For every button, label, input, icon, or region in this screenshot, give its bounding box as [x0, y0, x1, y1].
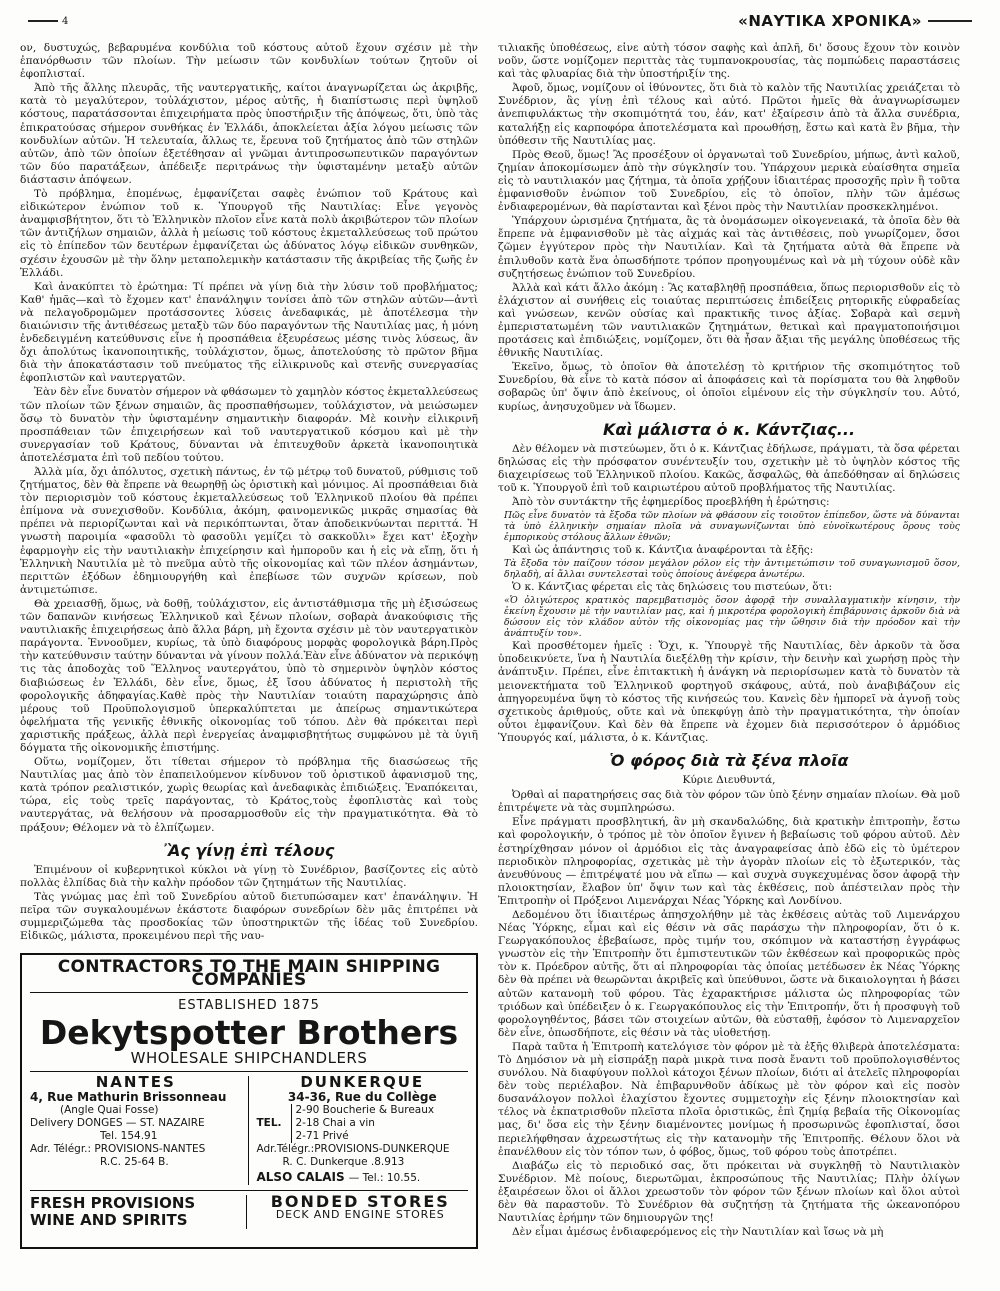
- article-paragraph: Ὁ κ. Κάντζιας φέρεται εἰς τὰς δηλώσεις του πιστεύων, ὅτι:: [512, 581, 833, 594]
- article-paragraph: Δὲν θέλομεν νὰ πιστεύωμεν, ὅτι ὁ κ. Κάντζιας ἐδήλωσε, πράγματι, τὰ ὅσα φέρεται δηλώσας εἰς τὴν πρόσφατον συνέντευξίν του, σχετικὴν μὲ τὸ ὑψηλὸν κόστος τῆς διαχειρίσεως τοῦ Ἑλληνικοῦ πλοίου. Κακῶς, ἄσφαλῶς, θὰ ἀπεδόθησαν αἱ δηλώσεις τοῦ κ. Ὑπουργοῦ ἐπὶ τοῦ καιριωτέρου αὐτοῦ προβλήματος τῆς Ναυτιλίας.: [498, 442, 960, 494]
- article-paragraph: Ἐκεῖνο, ὅμως, τὸ ὁποῖον θὰ ἀποτελέσῃ τὸ κριτήριον τῆς σκοπιμότητος τοῦ Συνεδρίου, θὰ εἶνε τὸ κατὰ πόσον αἱ ἀποφάσεις καὶ τὰ πορίσματα του θὰ ληφθοῦν σοβαρῶς ὑπ' ὄψιν ἀπὸ ἐκείνους, οἱ ὁποῖοι εἰμένουν εἰς τὴν σύγκλησίν του. Αὐτό, κυρίως, ἀνησυχοῦμεν νὰ ἴδωμεν.: [498, 361, 960, 413]
- ad-nantes: [30, 1072, 249, 1185]
- header-rule-left: [28, 20, 58, 22]
- article-paragraph: Καὶ ὡς ἀπάντησις τοῦ κ. Κάντζια ἀναφέρονται τὰ ἑξῆς:: [512, 544, 814, 557]
- ad-dunkerque: [249, 1072, 469, 1185]
- ad-locations: [30, 1072, 468, 1185]
- right-column: [498, 42, 960, 1277]
- ad-contractors-line: CONTRACTORS TO THE MAIN SHIPPING COMPANIES: [30, 961, 468, 993]
- ad-also-label: ALSO CALAIS: [256, 1169, 345, 1184]
- article-paragraph: Ἐὰν δὲν εἶνε δυνατὸν σήμερον νὰ φθάσωμεν τὸ χαμηλὸν κόστος ἐκμεταλλεύσεως τῶν πλοίων τῶν ξένων σημαιῶν, ἂς προσπαθήσωμεν, τοὐλάχιστον, νὰ μειώσωμεν ὅσῳ τὸ δυνατὸν τὴν ὑφισταμένην σημαντικὴν διαφοράν. Μὲ κοινὴν εἰλικρινῆ προσπάθειαν τῶν ἐπιχειρήσεων καὶ τοῦ ναυτεργατικοῦ κόσμου καὶ μὲ τὴν συνεργασίαν τοῦ Κράτους, δύνανται νὰ ἐπιτευχθοῦν ἀρκετὰ ἱκανοποιητικὰ ἀποτελέσματα ἐπὶ τοῦ πεδίου τούτου.: [20, 386, 478, 464]
- article-paragraph: Τὰς γνώμας μας ἐπὶ τοῦ Συνεδρίου αὐτοῦ διετυπώσαμεν κατ' ἐπανάληψιν. Ἡ πεῖρα τῶν συγκαλουμένων ἑκάστοτε διαφόρων συνεδρίων δὲν μᾶς ἐπιτρέπει νὰ συμμεριζώμεθα τὰς προσδοκίας τῶν ὑποστηρικτῶν τῆς ἰδέας τοῦ Συνεδρίου. Εἰδικῶς, μάλιστα, προκειμένου περὶ τῆς ναυ-: [20, 890, 478, 943]
- ad-tel-label: TEL.: [256, 1116, 282, 1129]
- ad-bonded-line: BONDED STORES: [270, 1191, 450, 1211]
- article-paragraph: Ἀπὸ τῆς ἄλλης πλευρᾶς, τῆς ναυτεργατικῆς, καίτοι ἀναγνωρίζεται ὡς ἀκριβῆς, κατὰ τὸ μεγαλύτερον, τοὐλάχιστον, μέρος αὐτῆς, ἡ διαπίστωσις περὶ ὑψηλοῦ κόστους, παρατάσσονται ἐπιχειρήματα πρὸς ὑποστήριξιν τῆς ἀπόψεως, ὅτι, ὑπὸ τὰς ἐπικρατούσας σήμερον συνθήκας ἐν Ἑλλάδι, ἀποκλείεται ἀξία λόγου μείωσις τῶν κονδυλίων αὐτῶν. Ἡ τελευταία, ἄλλως τε, ἔρευνα τοῦ ζητήματος ἀπὸ τῶν στηλῶν αὐτῶν, ἀπὸ τῶν ὁποίων ἐξετέθησαν αἱ γνῶμαι ἀντιπροσωπευτικῶν παραγόντων τῶν δύο παρατάξεων, ἀπέδειξε περιτράνως τὴν ὑφισταμένην μεταξὺ αὐτῶν διάστασιν ἀπόψεων.: [20, 82, 478, 186]
- article-paragraph: Οὕτω, νομίζομεν, ὅτι τίθεται σήμερον τὸ πρόβλημα τῆς διασώσεως τῆς Ναυτιλίας μας ἀπὸ τὸν ἐπαπειλούμενον κίνδυνον τοῦ ὁριστικοῦ ἀφανισμοῦ της, κατὰ τρόπον ρεαλιστικόν, χωρὶς θεωρίας καὶ ἀνεδαφικὰς ἐπιδιώξεις. Ἐναπόκειται, τώρα, εἰς τοὺς τρεῖς παράγοντας, τὸ Κράτος,τοὺς ἐφοπλιστὰς καὶ τοὺς ναυτεργάτας, νὰ θελήσουν νὰ προσαρμοσθοῦν εἰς τὴν πραγματικότητα. Θὰ τὸ πράξουν; Θέλομεν νὰ τὸ ἐλπίζωμεν.: [20, 756, 478, 834]
- ad-tel-block: [257, 1104, 469, 1143]
- page-header: [28, 10, 972, 32]
- ad-fresh-line: FRESH PROVISIONS: [30, 1193, 196, 1212]
- article-paragraph: Διαβάζω εἰς τὸ περιοδικό σας, ὅτι πρόκειται νὰ συγκληθῇ τὸ Ναυτιλιακὸν Συνέδριον. Μὲ ποίους, διερωτῶμαι, ἐκπροσώπους τῆς Ναυτιλίας; Πλὴν ὀλίγων ἐξαιρέσεων ὅλοι οἱ ἄλλοι χρεωστοῦν τὸν φόρον τῶν ξένων πλοίων καὶ ὅλοι αὐτοὶ δὲν θὰ παραστοῦν. Τὸ Συνέδριον θὰ συζητήσῃ τὰ ζητήματα τῆς ὠκεανοπόρου Ναυτιλίας ἐρήμην τῶν δημιουργῶν της!: [498, 1159, 960, 1225]
- ad-bottom-row: [30, 1190, 468, 1229]
- article-paragraph: Ἀλλὰ καὶ κάτι ἄλλο ἀκόμη : Ἂς καταβληθῇ προσπάθεια, ὅπως περιορισθοῦν εἰς τὸ ἐλάχιστον αἱ συνήθεις εἰς τοιαύτας περιπτώσεις ἐπιδείξεις ρητορικῆς εὐφραδείας καὶ γνώσεων, κενῶν οὐσίας καὶ πρακτικῆς τινος ἀξίας. Σοβαρὰ καὶ σεμνὴ ἐμπεριστατωμένη τῶν ναυτιλιακῶν ζητημάτων, θετικαὶ καὶ πραγματοποιήσιμοι προτάσεις καὶ ἐπιδιώξεις, νομίζομεν, ὅτι θὰ ἦσαν ἄξιαι τῆς μεγάλης ὑποθέσεως τῆς ἐθνικῆς Ναυτιλίας.: [498, 281, 960, 360]
- ad-telegr: Adr.Télégr.:PROVISIONS-DUNKERQUE: [256, 1142, 450, 1155]
- article-paragraph: Καὶ προσθέτομεν ἡμεῖς : Ὄχι, κ. Ὑπουργὲ τῆς Ναυτιλίας, δὲν ἀρκοῦν τὰ ὅσα ὑποδεικνύετε, ἵνα ἡ Ναυτιλία διεξέλθῃ τὴν κρίσιν, τὴν δεινὴν καὶ χωρήσῃ πρὸς τὴν ἀνάπτυξιν. Πρέπει, εἶνε ἐπιτακτικὴ ἡ ἀνάγκη νὰ περιορίσωμεν κατὰ τὸ δυνατὸν τὰ μειονεκτήματα τοῦ Ἑλληνικοῦ φορτηγοῦ σκάφους, αὐτά, ποὺ ἀναβιβάζουν εἰς ἀπηγορευμένα ὕψη τὸ κόστος τῆς κινήσεώς του. Κανεὶς δὲν ἠμπορεῖ νὰ ἀγνοῇ τοὺς σχετικοὺς ἀριθμούς, οὔτε καὶ νὰ ὑπεκφύγῃ ἀπὸ τὴν πραγματικότητα, τὴν ὁποίαν οὗτοι ἐμφανίζουν. Καὶ δὲν θὰ ἔπρεπε νὰ ἐχομεν διὰ περισσότερον ὁ ἁρμόδιος Ὑπουργός καί, μάλιστα, ὁ κ. Κάντζιας.: [498, 640, 960, 744]
- quoted-text: «Ὁ ὀλιγώτερος κρατικὸς παρεμβατισμὸς ὅσον ἀφορᾷ τὴν συναλλαγματικὴν κίνησιν, τὴν ἐκείνη ἔχουσιν μὲ τὴν ναυτιλίαν μας, καὶ ἡ μικροτέρα φορολογικὴ ἐπιβάρυνσις ἀρκοῦν διὰ νὰ δώσουν εἰς τὸν κλάδον αὐτὸν τῆς οἰκονομίας μας τὴν ὤθησιν διὰ τὴν πρόοδον καὶ τὴν ἀνάπτυξίν του».: [504, 595, 960, 640]
- ad-fresh-provisions: [30, 1195, 247, 1229]
- advertisement: [20, 953, 478, 1249]
- ad-rc: R. C. Dunkerque .8.913: [282, 1155, 405, 1168]
- article-paragraph: Καὶ ἀνακύπτει τὸ ἐρώτημα: Τί πρέπει νὰ γίνῃ διὰ τὴν λύσιν τοῦ προβλήματος; Καθ' ἡμᾶς—καὶ τὸ ἔχομεν κατ' ἐπανάληψιν τονίσει ἀπὸ τῶν στηλῶν αὐτῶν—ἀντὶ νὰ πελαγοδρομῶμεν προτάσσοντες λύσεις ἀνεδαφικάς, μὲ ἀποτέλεσμα τὴν διαιώνισιν τῆς ἀντιθέσεως μεταξὺ τῶν δύο παραγόντων τῆς Ναυτιλίας μας, ἡ μόνη ἐνδεδειγμένη κατεύθυνσις εἶνε ἡ προσπάθεια ἐξευρέσεως μέσης τινὸς λύσεως, ἂν ὄχι ἀπολύτως ἱκανοποιητικῆς, τοὐλάχιστον, ὅμως, ἀποτελούσης τὸ πρῶτον βῆμα διὰ τὴν ἀποκατάστασιν τοῦ πνεύματος τῆς εἰλικρινοῦς καὶ στενῆς συνεργασίας ἐφοπλιστῶν καὶ ναυτεργατῶν.: [20, 280, 478, 385]
- ad-company-name: Dekytspotter Brothers: [39, 1013, 459, 1053]
- letter-salutation: Κύριε Διευθυντά,: [682, 774, 776, 787]
- ad-also-calais: [257, 1171, 469, 1185]
- header-rule-right: [928, 20, 972, 22]
- quoted-text: Τὰ ἔξοδα τὸν παίζουν τόσον μεγάλον ρόλον εἰς τὴν ἀντιμετώπισιν τοῦ συναγωνισμοῦ ὅσον, δηλαδὴ, αἱ ἄλλαι συντελεσταὶ τοὺς ὁποίους ἀνέφερα ἀνωτέρω.: [504, 558, 960, 581]
- ad-tel-line: 2-71 Privé: [295, 1129, 349, 1142]
- quoted-text: Πῶς εἶνε δυνατὸν τὰ ἔξοδα τῶν πλοίων νὰ φθάσουν εἰς τοιοῦτον ἐπίπεδον, ὥστε νὰ δύνανται τὰ ὑπὸ ἑλληνικὴν σημαίαν πλοῖα νὰ συναγωνίζωνται ὑπὸ εὐνοϊκωτέρους ὅρους τοὺς ἐμπορικοὺς στόλους ἄλλων ἐθνῶν;: [504, 510, 960, 544]
- article-paragraph: Ὀρθαὶ αἱ παρατηρήσεις σας διὰ τὸν φόρον τῶν ὑπὸ ξένην σημαίαν πλοίων. Θὰ μοῦ ἐπιτρέψετε νὰ τὰς συμπληρώσω.: [498, 789, 960, 815]
- ad-delivery: Delivery DONGES — ST. NAZAIRE: [30, 1116, 205, 1129]
- article-paragraph: Δὲν εἶμαι ἀμέσως ἐνδιαφερόμενος εἰς τὴν Ναυτιλίαν καὶ ἴσως νὰ μὴ: [512, 1226, 884, 1239]
- article-paragraph: Ὑπάρχουν ὡρισμένα ζητήματα, ἂς τὰ ὀνομάσωμεν οἰκογενειακά, τὰ ὁποῖα δὲν θὰ ἔπρεπε νὰ ἐμφανισθοῦν μὲ τὰς αἰχμάς καὶ τὰς ἀντιθέσεις, ποὺ γνωρίζομεν, ὅσοι ζῶμεν ἐγγύτερον πρὸς τὴν Ναυτιλίαν. Καὶ τὰ ζητήματα αὐτὰ θὰ ἔπρεπε νὰ ἐπιλυθοῦν κατὰ ἕνα ὁπωσδήποτε τρόπον προηγουμένως καὶ νὰ μὴ τύχουν οὐδὲ κἂν συζητήσεως ἐνώπιον τοῦ Συνεδρίου.: [498, 215, 960, 280]
- article-paragraph: Παρὰ ταῦτα ἡ Ἐπιτροπὴ κατελόγισε τὸν φόρον μὲ τὰ ἑξῆς θλιβερὰ ἀποτελέσματα: Τὸ Δημόσιον νὰ μὴ εἰσπράξῃ παρὰ μικρὰ τινα ποσὰ ἔναντι τοῦ προϋπολογισθέντος συνόλου. Νὰ διαφύγουν πολλοὶ κάτοχοι ξένων πλοίων, διότι αἱ ἀτελεῖς πληροφορίαι δὲν τοὺς περιέλαβον. Νὰ ἐπιβαρυνθοῦν ἀδίκως μὲ τὸν φόρον καὶ εἰς ποσὸν δυσανάλογον πολλοὶ ἐλαχίστου ἔχοντες συμμετοχὴν εἰς ξένην πλοιοκτησίαν καὶ τέλος νὰ ἐκπατρισθοῦν πλεῖστα πλοῖα ὁριστικῶς, ἐπὶ ζημίᾳ βεβαία τῆς Οἰκονομίας μας, δι' ὅσα εἰς τὴν ξένην διαμένοντες μονίμως ἡ προσωρινῶς ἐφοπλισταί, ὅσοι περιελήφθησαν ἀχρεωστήτως εἰς τὴν κατανομὴν τῆς Ἐπιτροπῆς. Θέλουν ὅλοι νὰ ἐπανέλθουν εἰς τὸν τόπον των, ὁ φόβος, ὅμως, τοῦ φόρου τοὺς ἀποτρέπει.: [498, 1040, 960, 1158]
- ad-address: 4, Rue Mathurin Brissonneau: [30, 1089, 227, 1104]
- ad-address-detail: (Angle Quai Fosse): [60, 1103, 159, 1116]
- ad-tel-lines: [291, 1104, 435, 1143]
- ad-bonded-stores: [247, 1191, 469, 1229]
- article-paragraph: ον, δυστυχώς, βεβαρυμένα κονδύλια τοῦ κόστους αὐτοῦ ἔχουν σχέσιν μὲ τὴν ἐπανόρθωσιν τῶν πλοίων. Τὴν μείωσιν τῶν κονδυλίων τούτων ζητοῦν οἱ ἐφοπλισταί.: [20, 42, 478, 81]
- ad-deck-line: DECK AND ENGINE STORES: [275, 1207, 445, 1221]
- ad-tel-line: 2-90 Boucherie & Bureaux: [295, 1103, 435, 1116]
- ad-wine-line: WINE AND SPIRITS: [30, 1210, 188, 1229]
- ad-established: ESTABLISHED 1875: [178, 998, 320, 1014]
- publication-title: «ΝΑΥΤΙΚΑ ΧΡΟΝΙΚΑ»: [738, 12, 922, 30]
- ad-telegr: Adr. Télégr.: PROVISIONS-NANTES: [30, 1142, 206, 1155]
- left-column: [20, 42, 478, 1277]
- article-paragraph: Ἀλλὰ μία, ὄχι ἀπόλυτος, σχετικὴ πάντως, ἐν τῷ μέτρῳ τοῦ δυνατοῦ, ρύθμισις τοῦ ζητήματος, δὲν θὰ ἔπρεπε νὰ θεωρηθῇ ὡς ὁριστικὴ καὶ μόνιμος. Αἱ προσπάθειαι διὰ τὸν περιορισμὸν τοῦ κόστους ἐκμεταλλεύσεως τοῦ Ἑλληνικοῦ πλοίου θὰ πρέπει ἐπίμονα νὰ συνεχισθοῦν. Κονδύλια, ἀκόμη, φαινομενικῶς μικρᾶς σημασίας θὰ πρέπει νὰ περιορίζωνται καὶ νὰ περικόπτωνται, ὅταν ἀποδεικνύωνται περιττά. Ἡ γνωστὴ παροιμία «φασοῦλι τὸ φασοῦλι γεμίζει τὸ σακκοῦλι» ἔχει κατ' ἐξοχὴν ἐφαρμογὴν εἰς τὴν ναυτιλιακὴν ἐπιχείρησιν καὶ ἠμποροῦν και ἡ εἰς νὰ εἴπῃ, ὅτι ἡ Ἑλληνικὴ Ναυτιλία μὲ τὸ πνεῦμα αὐτὸ τῆς οἰκονομίας καὶ τῶν πλέον ἀσημάντων, περιττῶν ἐξόδων ἐδημιουργήθη καὶ ἐπεβίωσε τῶν συχνῶν κρίσεων, ποὺ ἀντιμετώπισε.: [20, 466, 478, 596]
- article-paragraph: Τὸ πρόβλημα, ἑπομένως, ἐμφανίζεται σαφὲς ἐνώπιον τοῦ Κράτους καὶ εἰδικώτερον ἐνώπιον τοῦ κ. Ὑπουργοῦ τῆς Ναυτιλίας: Εἶνε γεγονὸς ἀναμφισβήτητον, ὅτι τὸ Ἑλληνικὸν πλοῖον εἶνε κατὰ πολὺ ἀκριβώτερον τῶν πλοίων τῶν ἀντιζήλων σημαιῶν, ἀλλὰ ἡ μείωσις τοῦ κόστους ἐκμεταλλεύσεως τοῦ πρώτου εἰς τὸ ἐπίπεδον τῶν δευτέρων ἐμφανίζεται ὡς ἀδύνατος λόγῳ εἰδικῶν συνθηκῶν, σχέσιν ἐχουσῶν μὲ τὴν ὅλην μεταπολεμικὴν κατάστασιν τῆς ἀκριβείας τῆς ζωῆς ἐν Ἑλλάδι.: [20, 188, 478, 279]
- ad-tel: Tel. 154.91: [100, 1129, 158, 1142]
- article-paragraph: Πρὸς Θεοῦ, ὅμως! Ἂς προσέξουν οἱ ὀργανωταὶ τοῦ Συνεδρίου, μήπως, ἀντὶ καλοῦ, ζημίαν ἀποκομίσωμεν ἀπὸ τὴν σύγκλησίν του. Ὑπάρχουν μερικὰ εὐαίσθητα σημεῖα εἰς τὸ ναυτιλιακόν μας ζήτημα, τὰ ὁποῖα χρῄζουν ἰδιαιτέρας προσοχῆς πρὶν ἢ τοῦτα ἐμφανισθοῦν ἐνώπιον τοῦ Συνεδρίου, εἰς τὸ ὁποῖον, πλὴν τῶν ἀμέσως ἐνδιαφερομένων, θὰ παρίστανται καὶ ξένοι πρὸς τὴν Ναυτιλίαν προσκεκλημένοι.: [498, 148, 960, 214]
- page-number: 4: [62, 15, 69, 27]
- ad-tel-line: 2-18 Chai a vin: [295, 1116, 375, 1129]
- article-paragraph: Εἶνε πράγματι προσβλητική, ἂν μὴ σκανδαλώδης, διὰ κρατικὴν ἐπιτροπὴν, ἔστω καὶ φορολογικήν, ὁ τρόπος μὲ τὸν ὁποῖον ἔγινεν ἡ βεβαίωσις τοῦ φόρου αὐτοῦ. Δὲν ἐστηρίχθησαν μόνον οἱ ἁρμόδιοι εἰς τὰς ἀναγραφείσας ἀπὸ ἐδῶ εἰς τὸ ὑμέτερον περιοδικὸν πληροφορίας, σχετικὰς μὲ τὴν ἀγορὰν πλοίων εἰς τὸ ἐξωτερικόν, τὰς ἀνευθύνους — ἐπιτρέψατέ μου νὰ εἴπω — καὶ συχνὰ συγκεχυμένας ὅσον ἀφορᾷ τὴν πλοιοκτησίαν, ἔλαβον ὑπ' ὄψιν των καὶ τὰς ἐκθέσεις, ποὺ ἀπέστειλαν πρὸς τὴν Ἐπιτροπὴν οἱ Πρόξενοι Λιμενάρχαι Νέας Ὑόρκης καὶ Λονδίνου.: [498, 816, 960, 907]
- article-paragraph: Θὰ χρειασθῇ, ὅμως, νὰ δοθῇ, τοὐλάχιστον, εἰς ἀντιστάθμισμα τῆς μὴ ἐξισώσεως τῶν δαπανῶν κινήσεως Ἑλληνικοῦ καὶ ξένων πλοίων, σοβαρὰ ἀνακούφισις τῆς ναυτιλιακῆς ἐπιχειρήσεως ἀπὸ ἄλλα βάρη, μὴ ἔχοντα σχέσιν μὲ τὸν ναυτεργατικὸν παράγοντα. Ἐννοοῦμεν, κυρίως, τὰ ὑπὸ διαφόρους μορφὰς φορολογικὰ βάρη.Πρὸς τὴν κατεύθυνσιν ταύτην δύνανται νὰ γίνουν πολλά.Ἐὰν εἶνε ἀδύνατον νὰ περικόψῃ τις τὰς ἀποδοχὰς τοῦ Ἕλληνος ναυτεργάτου, ὑπὸ τὸ σημερινὸν ὑψηλὸν κόστος διαβιώσεως ἐν Ἑλλάδι, δὲν εἶνε, ὅμως, ἐξ ἴσου ἀδύνατος ἡ περιστολὴ τῆς φορολογικῆς ἀδηφαγίας.Καθὲ πρὸς τὴν Ναυτιλίαν τοιαύτη παραχώρησις ἀπὸ μέρους τοῦ Προϋπολογισμοῦ ὑπερκαλύπτεται με ἀπείρως σημαντικώτερα ὀφελήματα τῆς γενικῆς ἐθνικῆς οἰκονομίας τοῦ τόπου. Δὲν θὰ πρόκειται περὶ χαριστικῆς πράξεως, ἀλλὰ περὶ ἐνεργείας ἀναμφισβητήτως συμφώνου μὲ τὰ ὑγιῆ δόγματα τῆς οἰκονομικῆς ἐπιστήμης.: [20, 597, 478, 754]
- section-heading: Καὶ μάλιστα ὁ κ. Κάντζιας...: [602, 419, 856, 439]
- article-paragraph: Ἀπὸ τὸν συντάκτην τῆς ἐφημερίδος προεβλήθη ἡ ἐρώτησις:: [512, 496, 830, 508]
- ad-city-name: NANTES: [95, 1072, 176, 1091]
- ad-also-tel: — Tel.: 10.55.: [348, 1171, 421, 1184]
- article-paragraph: Ἀφοῦ, ὅμως, νομίζουν οἱ ἰθύνοντες, ὅτι διὰ τὸ καλὸν τῆς Ναυτιλίας χρειάζεται τὸ Συνέδριον, ἂς γίνῃ ἐπὶ τέλους καὶ αὐτό. Πρῶτοι ἡμεῖς θὰ ἀναγνωρίσωμεν ἀνεπιφυλάκτως τὴν σκοπιμότητά του, ἐάν, κατ' ἐξαίρεσιν ἀπὸ τὰ ἄλλα συνέδρια, καταλήξῃ εἰς καρποφόρα ἀποτελέσματα καὶ προωθήσῃ, ἔστω καὶ κατὰ ἓν βῆμα, τὴν ὑπόθεσιν τῆς Ναυτιλίας μας.: [498, 82, 960, 147]
- ad-wholesale: WHOLESALE SHIPCHANDLERS: [30, 1052, 468, 1071]
- ad-rc: R.C. 25-64 B.: [100, 1155, 169, 1168]
- article-paragraph: τιλιακῆς ὑποθέσεως, εἶνε αὐτὴ τόσον σαφὴς καὶ ἁπλῆ, δι' ὅσους ἔχουν τὸν κοινὸν νοῦν, ὥστε νομίζομεν περιττὰς τὰς τυμπανοκρουσίας, τὰς πομπώδεις παραστάσεις καὶ τὰς φλυαρίας διὰ τὴν ὑποστήριξίν της.: [498, 42, 960, 81]
- article-paragraph: Ἐπιμένουν οἱ κυβερνητικοὶ κύκλοι νὰ γίνῃ τὸ Συνέδριον, βασίζοντες εἰς αὐτὸ πολλὰς ἐλπίδας διὰ τὴν καλὴν πρόοδον τῶν ζητημάτων τῆς Ναυτιλίας.: [20, 863, 478, 889]
- ad-city-name: DUNKERQUE: [300, 1072, 425, 1091]
- ad-address: 34-36, Rue du Collège: [287, 1089, 437, 1104]
- section-heading: Ἂς γίνῃ ἐπὶ τέλους: [163, 840, 335, 860]
- article-paragraph: Δεδομένου ὅτι ἰδιαιτέρως ἀπησχολήθην μὲ τὰς ἐκθέσεις αὐτὰς τοῦ Λιμενάρχου Νέας Ὑόρκης, εἶμαι καὶ εἰς θέσιν νὰ σᾶς παράσχω τὴν πληροφορίαν, ὅτι ὁ κ. Γεωργακόπουλος ἐβεβαίωσε, πρὸς τιμήν του, σκόπιμον νὰ καταστήσῃ ἐγγράφως γνωστὸν εἰς τὴν Ἐπιτροπὴν ὅτι ἐμπιστευτικῶν τῶν ἐκθέσεων καὶ προφορικῶς πρὸς τὸν κ. Πρόεδρον αὐτῆς, ὅτι αἱ πληροφορίαι τὰς ὁποίας μετέδωσεν ἐκ Νέας Ὑόρκης δὲν θὰ πρέπει νὰ θεωρῶνται ἀκριβεῖς καὶ ὑπεύθυνοι, ὥστε νὰ δικαιολογηται ἡ βάσει αὐτῶν κατανομὴ τοῦ φόρου. Τὰς ἐχαρακτήρισε μάλιστα ὡς πληροφορίας τῶν τριόδων καὶ ὑπέδειξεν ὁ κ. Γεωργακόπουλος εἰς τὴν Ἐπιτροπήν, ὅτι ἡ προσφυγὴ τοῦ φορολογηθέντος, βάσει τῶν στοιχείων αὐτῶν, θὰ εὐσταθῇ, ἐφόσον τὸ Λιμεναρχεῖον δὲν εἶνε, ὁπωσδήποτε, εἰς θέσιν νὰ τὰς υἱοθετήσῃ.: [498, 908, 960, 1039]
- section-heading: Ὁ φόρος διὰ τὰ ξένα πλοῖα: [609, 751, 849, 771]
